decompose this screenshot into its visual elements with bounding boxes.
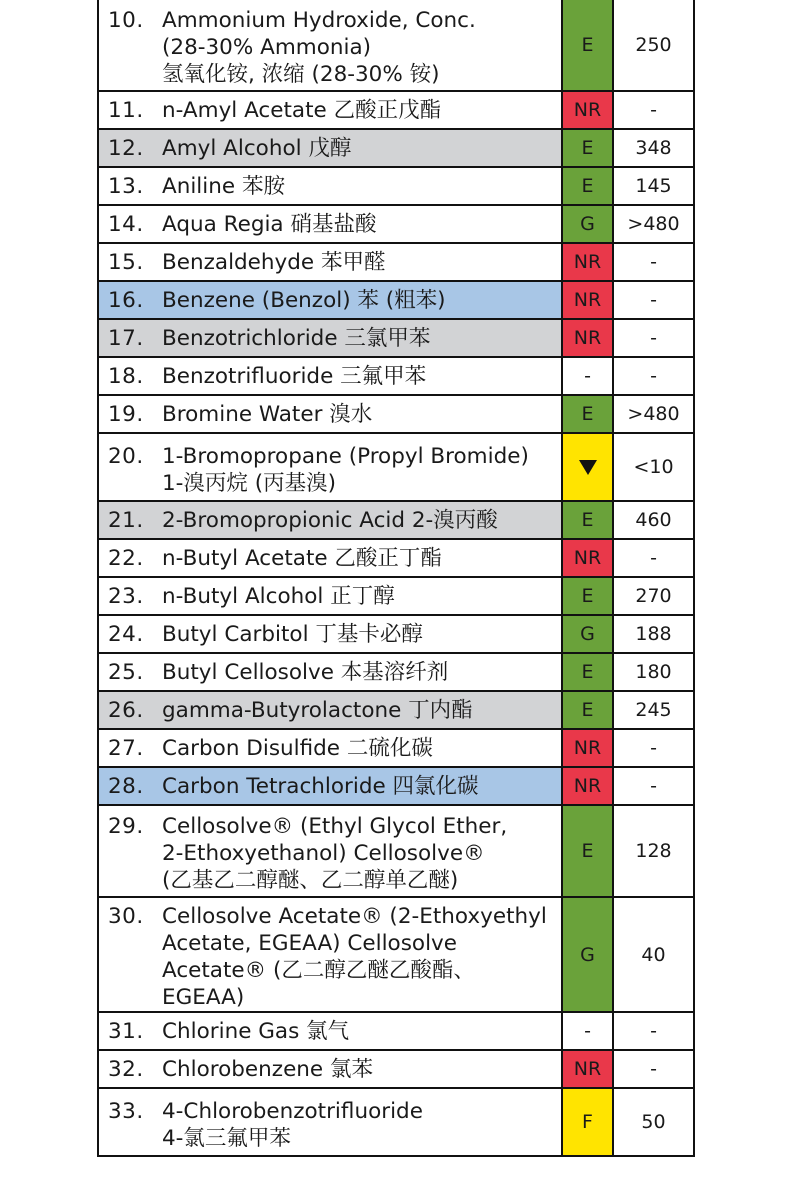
rating-cell: E — [562, 501, 613, 539]
table-row — [98, 1050, 694, 1088]
breakthrough-time-cell: 40 — [613, 897, 694, 1012]
chemical-name: n-Butyl Acetate 乙酸正丁酯 — [162, 545, 442, 571]
chemical-cell — [98, 615, 562, 653]
chemical-name: Carbon Disulfide 二硫化碳 — [162, 735, 433, 761]
rating-cell: G — [562, 897, 613, 1012]
breakthrough-time-cell: >480 — [613, 395, 694, 433]
rating-cell: E — [562, 577, 613, 615]
chemical-cell — [98, 729, 562, 767]
chemical-name: Butyl Carbitol 丁基卡必醇 — [162, 621, 423, 647]
chemical-name: Carbon Tetrachloride 四氯化碳 — [162, 773, 479, 799]
chemical-cell — [98, 319, 562, 357]
row-number: 22. — [108, 545, 144, 571]
row-number: 15. — [108, 249, 144, 275]
breakthrough-time-cell: - — [613, 281, 694, 319]
rating-cell: NR — [562, 319, 613, 357]
chemical-resistance-table — [97, 0, 695, 1157]
table-row — [98, 1088, 694, 1156]
row-number: 31. — [108, 1018, 144, 1044]
row-number: 29. — [108, 814, 144, 839]
table-row — [98, 243, 694, 281]
chemical-name: Cellosolve Acetate® (2-Ethoxyethyl Acetate, EGEAA) Cellosolve Acetate® (乙二醇乙醚乙酸酯、EGEAA) — [162, 904, 547, 1010]
breakthrough-time-cell: 270 — [613, 577, 694, 615]
breakthrough-time-cell: 128 — [613, 805, 694, 897]
chemical-cell — [98, 577, 562, 615]
breakthrough-time-cell: 50 — [613, 1088, 694, 1156]
row-number: 32. — [108, 1056, 144, 1082]
breakthrough-time-cell: 250 — [613, 0, 694, 91]
chemical-cell — [98, 691, 562, 729]
chemical-name: Cellosolve® (Ethyl Glycol Ether, 2-Ethoxyethanol) Cellosolve® (乙基乙二醇醚、乙二醇单乙醚) — [162, 814, 508, 893]
breakthrough-time-cell: - — [613, 243, 694, 281]
chemical-cell — [98, 205, 562, 243]
table-row — [98, 129, 694, 167]
table-row — [98, 767, 694, 805]
breakthrough-time-cell: 145 — [613, 167, 694, 205]
chemical-cell — [98, 1088, 562, 1156]
table-row — [98, 395, 694, 433]
chemical-name: Amyl Alcohol 戊醇 — [162, 135, 352, 161]
chemical-name: gamma-Butyrolactone 丁内酯 — [162, 697, 473, 723]
breakthrough-time-cell: <10 — [613, 433, 694, 501]
table-row — [98, 357, 694, 395]
table-row — [98, 539, 694, 577]
row-number: 27. — [108, 735, 144, 761]
chemical-name: 2-Bromopropionic Acid 2-溴丙酸 — [162, 507, 498, 533]
row-number: 33. — [108, 1098, 144, 1124]
table-row — [98, 615, 694, 653]
row-number: 28. — [108, 773, 144, 799]
row-number: 23. — [108, 583, 144, 609]
rating-cell: E — [562, 395, 613, 433]
row-number: 30. — [108, 904, 144, 929]
chemical-cell — [98, 129, 562, 167]
table-row — [98, 577, 694, 615]
chemical-name: Chlorobenzene 氯苯 — [162, 1056, 373, 1082]
row-number: 21. — [108, 507, 144, 533]
rating-cell: E — [562, 0, 613, 91]
rating-cell: NR — [562, 243, 613, 281]
chemical-name: Benzotrichloride 三氯甲苯 — [162, 325, 431, 351]
row-number: 20. — [108, 443, 144, 469]
row-number: 11. — [108, 97, 144, 123]
chemical-name: Aqua Regia 硝基盐酸 — [162, 211, 377, 237]
table-row — [98, 653, 694, 691]
chemical-cell — [98, 539, 562, 577]
chemical-cell — [98, 1012, 562, 1050]
row-number: 10. — [108, 8, 144, 33]
rating-cell: E — [562, 805, 613, 897]
rating-cell: NR — [562, 281, 613, 319]
breakthrough-time-cell: - — [613, 1012, 694, 1050]
row-number: 14. — [108, 211, 144, 237]
chemical-name: Bromine Water 溴水 — [162, 401, 373, 427]
chemical-cell — [98, 767, 562, 805]
rating-cell: NR — [562, 729, 613, 767]
chemical-cell — [98, 1050, 562, 1088]
chemical-name: Ammonium Hydroxide, Conc. (28-30% Ammonia) 氢氧化铵, 浓缩 (28-30% 铵) — [162, 8, 476, 87]
row-number: 25. — [108, 659, 144, 685]
rating-cell: - — [562, 1012, 613, 1050]
row-number: 18. — [108, 363, 144, 389]
table-row — [98, 729, 694, 767]
chemical-cell — [98, 167, 562, 205]
row-number: 26. — [108, 697, 144, 723]
row-number: 19. — [108, 401, 144, 427]
table-row — [98, 805, 694, 897]
row-number: 16. — [108, 287, 144, 313]
table-row — [98, 897, 694, 1012]
chemical-cell — [98, 395, 562, 433]
breakthrough-time-cell: - — [613, 729, 694, 767]
breakthrough-time-cell: - — [613, 1050, 694, 1088]
table-row — [98, 319, 694, 357]
breakthrough-time-cell: - — [613, 319, 694, 357]
rating-cell: E — [562, 653, 613, 691]
row-number: 12. — [108, 135, 144, 161]
rating-cell: G — [562, 615, 613, 653]
breakthrough-time-cell: - — [613, 767, 694, 805]
rating-cell: NR — [562, 1050, 613, 1088]
chemical-cell — [98, 897, 562, 1012]
table-row — [98, 0, 694, 91]
rating-cell: NR — [562, 539, 613, 577]
rating-cell: E — [562, 167, 613, 205]
chemical-name: Aniline 苯胺 — [162, 173, 285, 199]
chemical-cell — [98, 0, 562, 91]
rating-cell: - — [562, 357, 613, 395]
chemical-name: Chlorine Gas 氯气 — [162, 1018, 350, 1044]
chemical-cell — [98, 91, 562, 129]
chemical-name: Butyl Cellosolve 本基溶纤剂 — [162, 659, 449, 685]
chemical-cell — [98, 501, 562, 539]
chemical-cell — [98, 433, 562, 501]
table-row — [98, 501, 694, 539]
breakthrough-time-cell: - — [613, 539, 694, 577]
table-row — [98, 691, 694, 729]
table-row — [98, 1012, 694, 1050]
rating-cell: G — [562, 205, 613, 243]
chemical-cell — [98, 243, 562, 281]
chemical-cell — [98, 357, 562, 395]
rating-cell: F — [562, 1088, 613, 1156]
table-row — [98, 91, 694, 129]
breakthrough-time-cell: 188 — [613, 615, 694, 653]
chemical-name: 1-Bromopropane (Propyl Bromide) 1-溴丙烷 (丙基溴) — [162, 443, 529, 496]
breakthrough-time-cell: - — [613, 357, 694, 395]
table-row — [98, 433, 694, 501]
table-row — [98, 281, 694, 319]
chemical-name: n-Butyl Alcohol 正丁醇 — [162, 583, 395, 609]
rating-cell: NR — [562, 91, 613, 129]
breakthrough-time-cell: >480 — [613, 205, 694, 243]
table-row — [98, 205, 694, 243]
chemical-name: Benzotrifluoride 三氟甲苯 — [162, 363, 427, 389]
rating-cell: E — [562, 691, 613, 729]
chemical-cell — [98, 805, 562, 897]
table-row — [98, 167, 694, 205]
rating-cell: E — [562, 129, 613, 167]
chemical-name: 4-Chlorobenzotrifluoride 4-氯三氟甲苯 — [162, 1098, 423, 1151]
breakthrough-time-cell: 245 — [613, 691, 694, 729]
triangle-down-icon — [579, 460, 597, 475]
chemical-cell — [98, 281, 562, 319]
breakthrough-time-cell: - — [613, 91, 694, 129]
row-number: 13. — [108, 173, 144, 199]
rating-cell: NR — [562, 767, 613, 805]
row-number: 24. — [108, 621, 144, 647]
chemical-name: n-Amyl Acetate 乙酸正戊酯 — [162, 97, 442, 123]
breakthrough-time-cell: 348 — [613, 129, 694, 167]
breakthrough-time-cell: 460 — [613, 501, 694, 539]
chemical-cell — [98, 653, 562, 691]
chemical-name: Benzene (Benzol) 苯 (粗苯) — [162, 287, 446, 313]
chemical-name: Benzaldehyde 苯甲醛 — [162, 249, 386, 275]
row-number: 17. — [108, 325, 144, 351]
breakthrough-time-cell: 180 — [613, 653, 694, 691]
rating-cell — [562, 433, 613, 501]
